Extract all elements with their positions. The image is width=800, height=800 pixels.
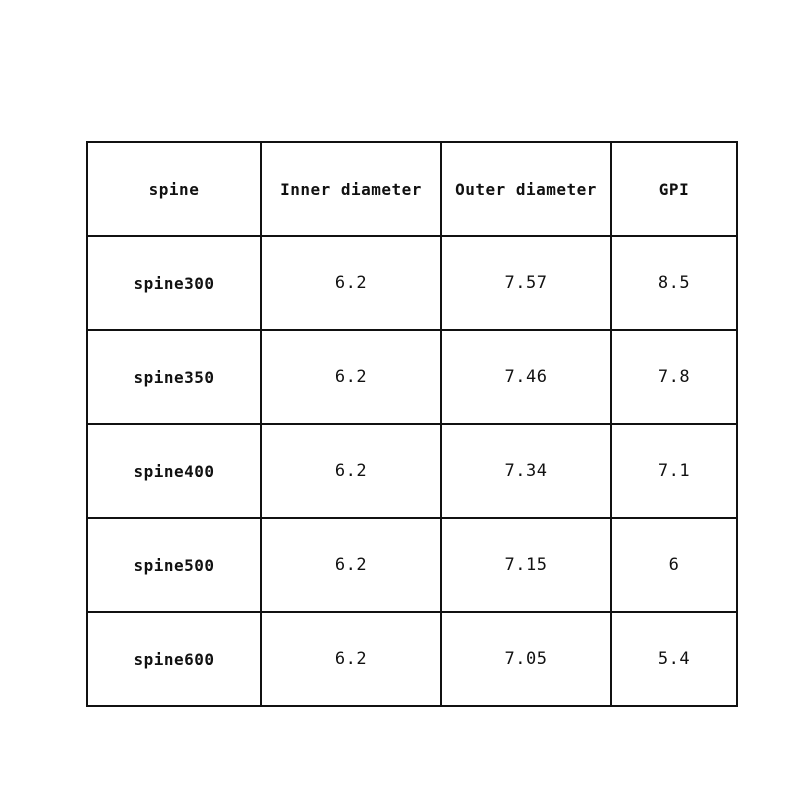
cell-inner-diameter: 6.2 xyxy=(261,330,441,424)
cell-spine: spine600 xyxy=(87,612,261,706)
table-row xyxy=(87,330,737,424)
cell-gpi: 6 xyxy=(611,518,737,612)
table-row xyxy=(87,424,737,518)
cell-outer-diameter: 7.46 xyxy=(441,330,611,424)
cell-outer-diameter: 7.34 xyxy=(441,424,611,518)
cell-gpi: 8.5 xyxy=(611,236,737,330)
spine-spec-table xyxy=(86,141,738,707)
cell-gpi: 7.1 xyxy=(611,424,737,518)
cell-outer-diameter: 7.05 xyxy=(441,612,611,706)
table-row xyxy=(87,518,737,612)
header-spine: spine xyxy=(87,142,261,236)
header-inner-diameter: Inner diameter xyxy=(261,142,441,236)
cell-inner-diameter: 6.2 xyxy=(261,424,441,518)
cell-outer-diameter: 7.15 xyxy=(441,518,611,612)
cell-spine: spine500 xyxy=(87,518,261,612)
cell-spine: spine400 xyxy=(87,424,261,518)
header-row xyxy=(87,142,737,236)
cell-inner-diameter: 6.2 xyxy=(261,236,441,330)
cell-gpi: 7.8 xyxy=(611,330,737,424)
table-row xyxy=(87,236,737,330)
header-outer-diameter: Outer diameter xyxy=(441,142,611,236)
cell-inner-diameter: 6.2 xyxy=(261,612,441,706)
cell-spine: spine350 xyxy=(87,330,261,424)
header-gpi: GPI xyxy=(611,142,737,236)
table-row xyxy=(87,612,737,706)
cell-outer-diameter: 7.57 xyxy=(441,236,611,330)
cell-gpi: 5.4 xyxy=(611,612,737,706)
cell-inner-diameter: 6.2 xyxy=(261,518,441,612)
cell-spine: spine300 xyxy=(87,236,261,330)
